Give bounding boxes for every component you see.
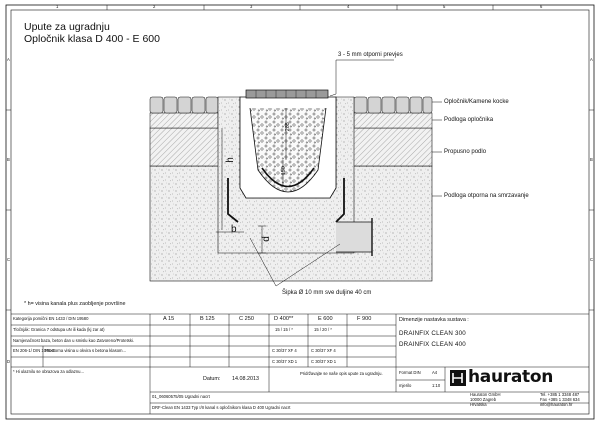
class-c250: C 250 (239, 316, 254, 322)
col-4: 4 (347, 4, 350, 9)
callout-paving-base: Podloga opločnika (444, 117, 494, 123)
concrete-e600-b: C 30/37 XD 1 (311, 359, 337, 364)
install-note: Pridržavajte se naše opis upute za ugradnju. (300, 371, 383, 376)
row-c: C (7, 257, 11, 262)
class-b125: B 125 (200, 316, 215, 322)
contact-email: info@hauraton.hr (540, 402, 573, 407)
company-line-2: 10000 Zagreb (470, 397, 497, 402)
dim-d: d (260, 236, 272, 242)
callout-rebar: Šipka Ø 10 mm sve duljine 40 cm (282, 290, 372, 296)
company-line-3: Hrvatska (470, 402, 487, 407)
col-6: 6 (540, 4, 543, 9)
desc-row-4: EN 206-1/ DIN 1045-2 (13, 348, 55, 353)
desc-row-1: Kategorija pomični EN 1433 / DIN 19580 (13, 316, 89, 321)
product-400: DRAINFIX CLEAN 400 (399, 341, 466, 348)
dimension-label: Dimenzije nastavka sustava : (399, 317, 469, 323)
scale-label: mjerilo (399, 383, 412, 388)
grating (246, 90, 328, 98)
e600-dims: 15 / 20 / * (314, 327, 332, 332)
row-a-right: A (590, 57, 593, 62)
class-f900: F 900 (357, 316, 372, 322)
outlet-pipe (336, 222, 372, 252)
callout-overhang: 3 - 5 mm otporni prevjes (338, 52, 403, 58)
col-3: 3 (250, 4, 253, 9)
row-b-right: B (590, 157, 593, 162)
concrete-d400-b: C 30/37 XD 1 (272, 359, 298, 364)
desc-row-3: Namjenačnost baza, beton dan u smislu kao Zatvoreno/Protetski. (13, 338, 135, 343)
desc-row-6: * Hi ulaznilu se obrazova za odlaznu... (13, 369, 84, 374)
date-value: 14.08.2013 (232, 376, 259, 382)
contact-fax: Fax +385 1 3348 634 (540, 397, 580, 402)
class-a15: A 15 (163, 316, 175, 322)
date-label: Datum: (203, 376, 221, 382)
row-b: B (7, 157, 10, 162)
footnote: * h= visina kanala plus zaobljenje površine (24, 301, 126, 307)
col-1: 1 (56, 4, 59, 9)
paving-base-right (354, 113, 432, 128)
class-e600: E 600 (318, 316, 333, 322)
paving-base-left (150, 113, 218, 128)
row-a: A (7, 57, 10, 62)
row-d: D (7, 359, 11, 364)
dim-150: 150 (280, 166, 287, 176)
row-c-right: C (590, 257, 594, 262)
product-300: DRAINFIX CLEAN 300 (399, 330, 466, 337)
drawing-description: DRF-Clean EN 1433 Typ I/II kanal s opločnikom klasa D 400 Ugradni nacrt (152, 405, 291, 410)
scale-value: 1:10 (432, 383, 441, 388)
desc-row-2: Tločnják: Granica 7 odstupa uN ili kada (kj zar at) (13, 327, 105, 332)
dim-h: h (224, 157, 236, 163)
drawing-number: 01_06060575/05 Ugradni nacrt (152, 394, 210, 399)
d400-dims: 15 / 15 / * (275, 327, 293, 332)
concrete-e600-a: C 30/37 XF 4 (311, 348, 336, 353)
callout-frost: Podloga otporna na smrzavanje (444, 193, 529, 199)
title-line-2: Opločnik klasa D 400 - E 600 (24, 33, 160, 45)
desc-row-5: Prostorna visina u okvira s betona klasom... (45, 348, 126, 353)
format-label: Format DIN (399, 370, 421, 375)
hauraton-logo-text: hauraton (468, 367, 554, 387)
dim-b: b (231, 224, 237, 235)
dim-285: 285 (284, 122, 291, 132)
callout-paving: Opločnik/Kamene kocke (444, 99, 509, 105)
format-value: A4 (432, 370, 438, 375)
company-line-1: Hauraton GmbH (470, 392, 501, 397)
title-line-1: Upute za ugradnju (24, 21, 110, 33)
class-d400: D 400** (274, 316, 294, 322)
concrete-d400-a: C 30/37 XF 4 (272, 348, 297, 353)
contact-tel: Tel. +385 1 3348 487 (540, 392, 580, 397)
callout-permeable: Propusno podlo (444, 149, 487, 155)
col-2: 2 (153, 4, 156, 9)
col-5: 5 (443, 4, 446, 9)
